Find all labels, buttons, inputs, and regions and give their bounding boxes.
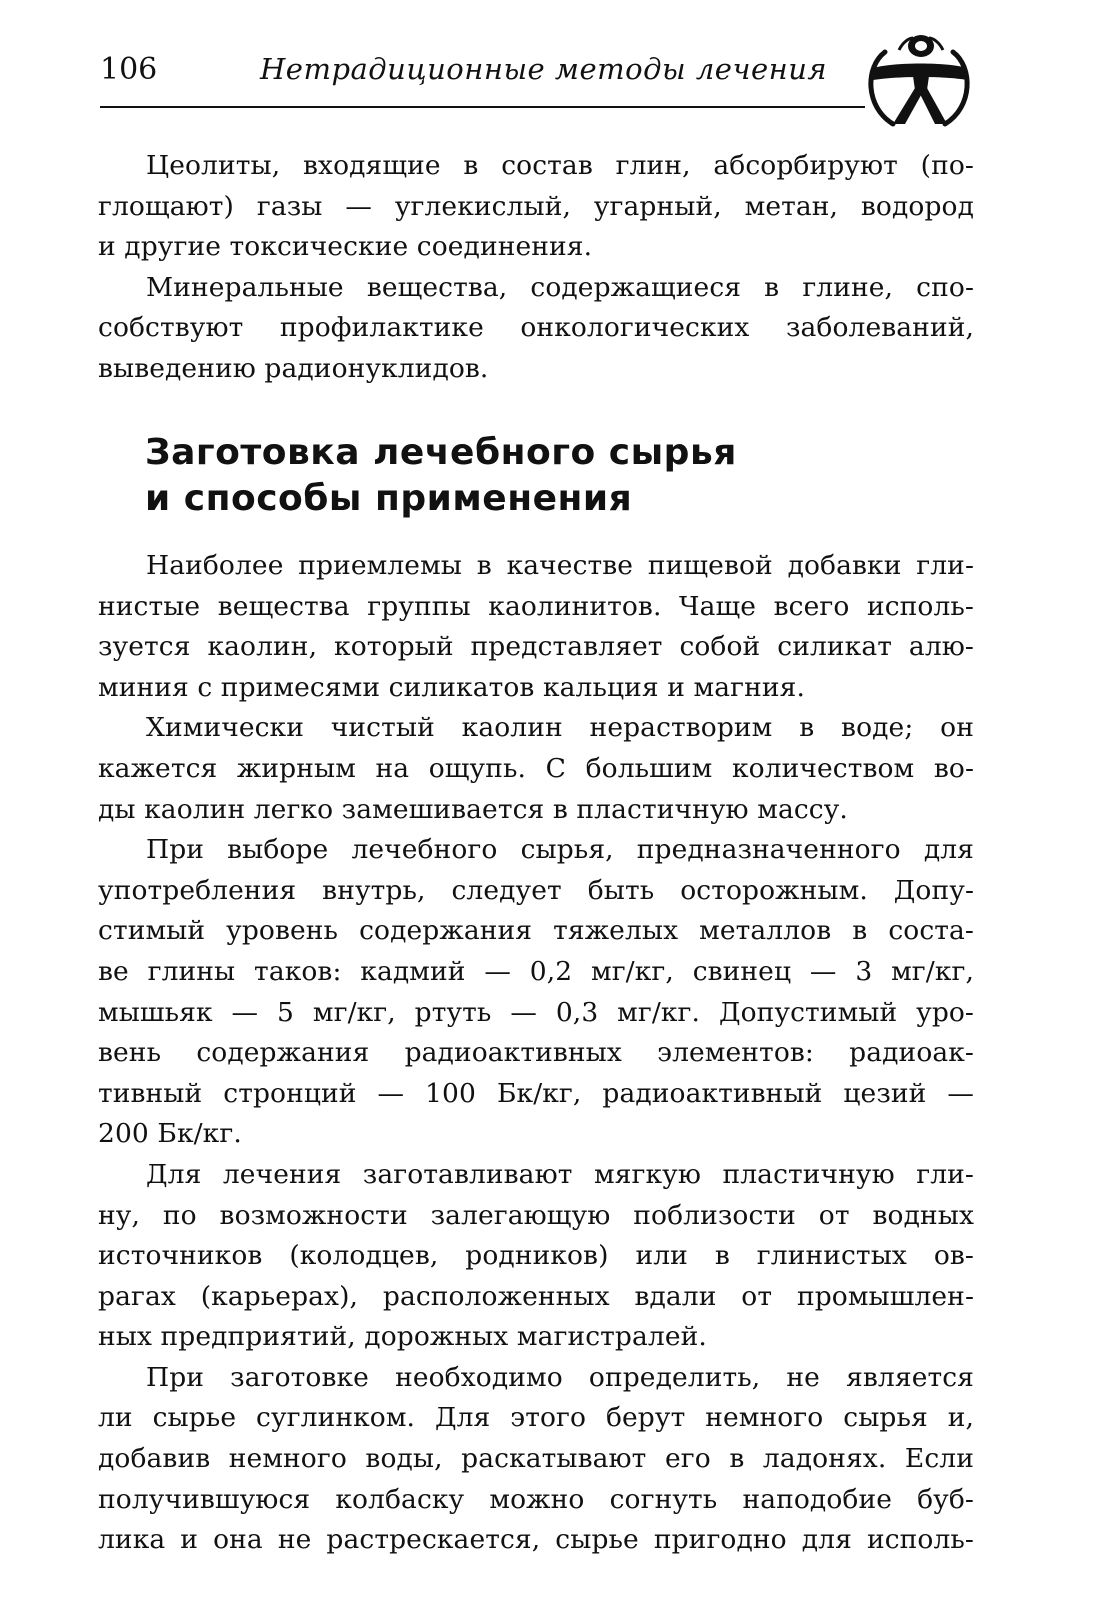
paragraph-line: нистые вещества группы каолинитов. Чаще всего исполь- — [98, 590, 974, 622]
paragraph-line: источников (колодцев, родников) или в глинистых ов- — [98, 1240, 974, 1272]
paragraph-line: миния с примесями силикатов кальция и магния. — [98, 671, 805, 703]
intro-text — [98, 146, 974, 390]
stylized-human-figure-icon — [855, 32, 983, 132]
paragraph-line: собствуют профилактике онкологических заболеваний, — [98, 312, 974, 344]
paragraph-line: зуется каолин, который представляет собой силикат алю- — [98, 631, 974, 663]
paragraph-line: добавив немного воды, раскатывают его в ладонях. Если — [98, 1443, 974, 1475]
section-heading-line: и способы применения — [145, 478, 633, 519]
running-title: Нетрадиционные методы лечения — [260, 52, 828, 86]
paragraph-line: Для лечения заготавливают мягкую пластичную гли- — [146, 1158, 974, 1190]
section-heading-line: Заготовка лечебного сырья — [145, 432, 737, 473]
paragraph-line: стимый уровень содержания тяжелых металлов в соста- — [98, 915, 974, 947]
paragraph-line: Наиболее приемлемы в качестве пищевой добавки гли- — [146, 550, 974, 581]
paragraph-line: глощают) газы — углекислый, угарный, метан, водород — [98, 190, 974, 222]
paragraph-line: лика и она не растрескается, сырье пригодно для исполь- — [98, 1524, 974, 1556]
running-header — [100, 40, 980, 110]
paragraph-line: ных предприятий, дорожных магистралей. — [98, 1321, 707, 1353]
page-number: 106 — [100, 52, 158, 87]
paragraph-line: 200 Бк/кг. — [98, 1118, 242, 1150]
paragraph-line: ве глины таков: кадмий — 0,2 мг/кг, свинец — 3 мг/кг, — [98, 955, 974, 987]
paragraph-line: выведению радионуклидов. — [98, 352, 489, 384]
paragraph-line: мышьяк — 5 мг/кг, ртуть — 0,3 мг/кг. Допустимый уро- — [98, 996, 974, 1028]
paragraph-line: Химически чистый каолин нерастворим в воде; он — [146, 712, 974, 744]
paragraph-line: получившуюся колбаску можно согнуть наподобие буб- — [98, 1483, 974, 1515]
paragraph-line: При выборе лечебного сырья, предназначенного для — [146, 834, 974, 866]
paragraph-line: употребления внутрь, следует быть осторожным. Допу- — [98, 874, 974, 906]
section-text — [98, 546, 974, 1561]
paragraph-line: тивный стронций — 100 Бк/кг, радиоактивный цезий — — [98, 1077, 974, 1109]
paragraph-line: Цеолиты, входящие в состав глин, абсорбируют (по- — [146, 150, 974, 181]
paragraph-line: ну, по возможности залегающую поблизости от водных — [98, 1199, 974, 1231]
paragraph-line: ды каолин легко замешивается в пластичную массу. — [98, 793, 848, 825]
paragraph-line: При заготовке необходимо определить, не является — [146, 1361, 974, 1393]
paragraph-line: вень содержания радиоактивных элементов: радиоак- — [98, 1037, 974, 1069]
header-rule — [100, 106, 865, 108]
section-heading — [145, 430, 737, 522]
paragraph-line: ли сырье суглинком. Для этого берут немного сырья и, — [98, 1402, 974, 1434]
paragraph-line: Минеральные вещества, содержащиеся в глине, спо- — [146, 271, 974, 303]
paragraph-line: рагах (карьерах), расположенных вдали от промышлен- — [98, 1280, 974, 1312]
paragraph-line: кажется жирным на ощупь. С большим количеством во- — [98, 752, 974, 784]
paragraph-line: и другие токсические соединения. — [98, 231, 593, 263]
